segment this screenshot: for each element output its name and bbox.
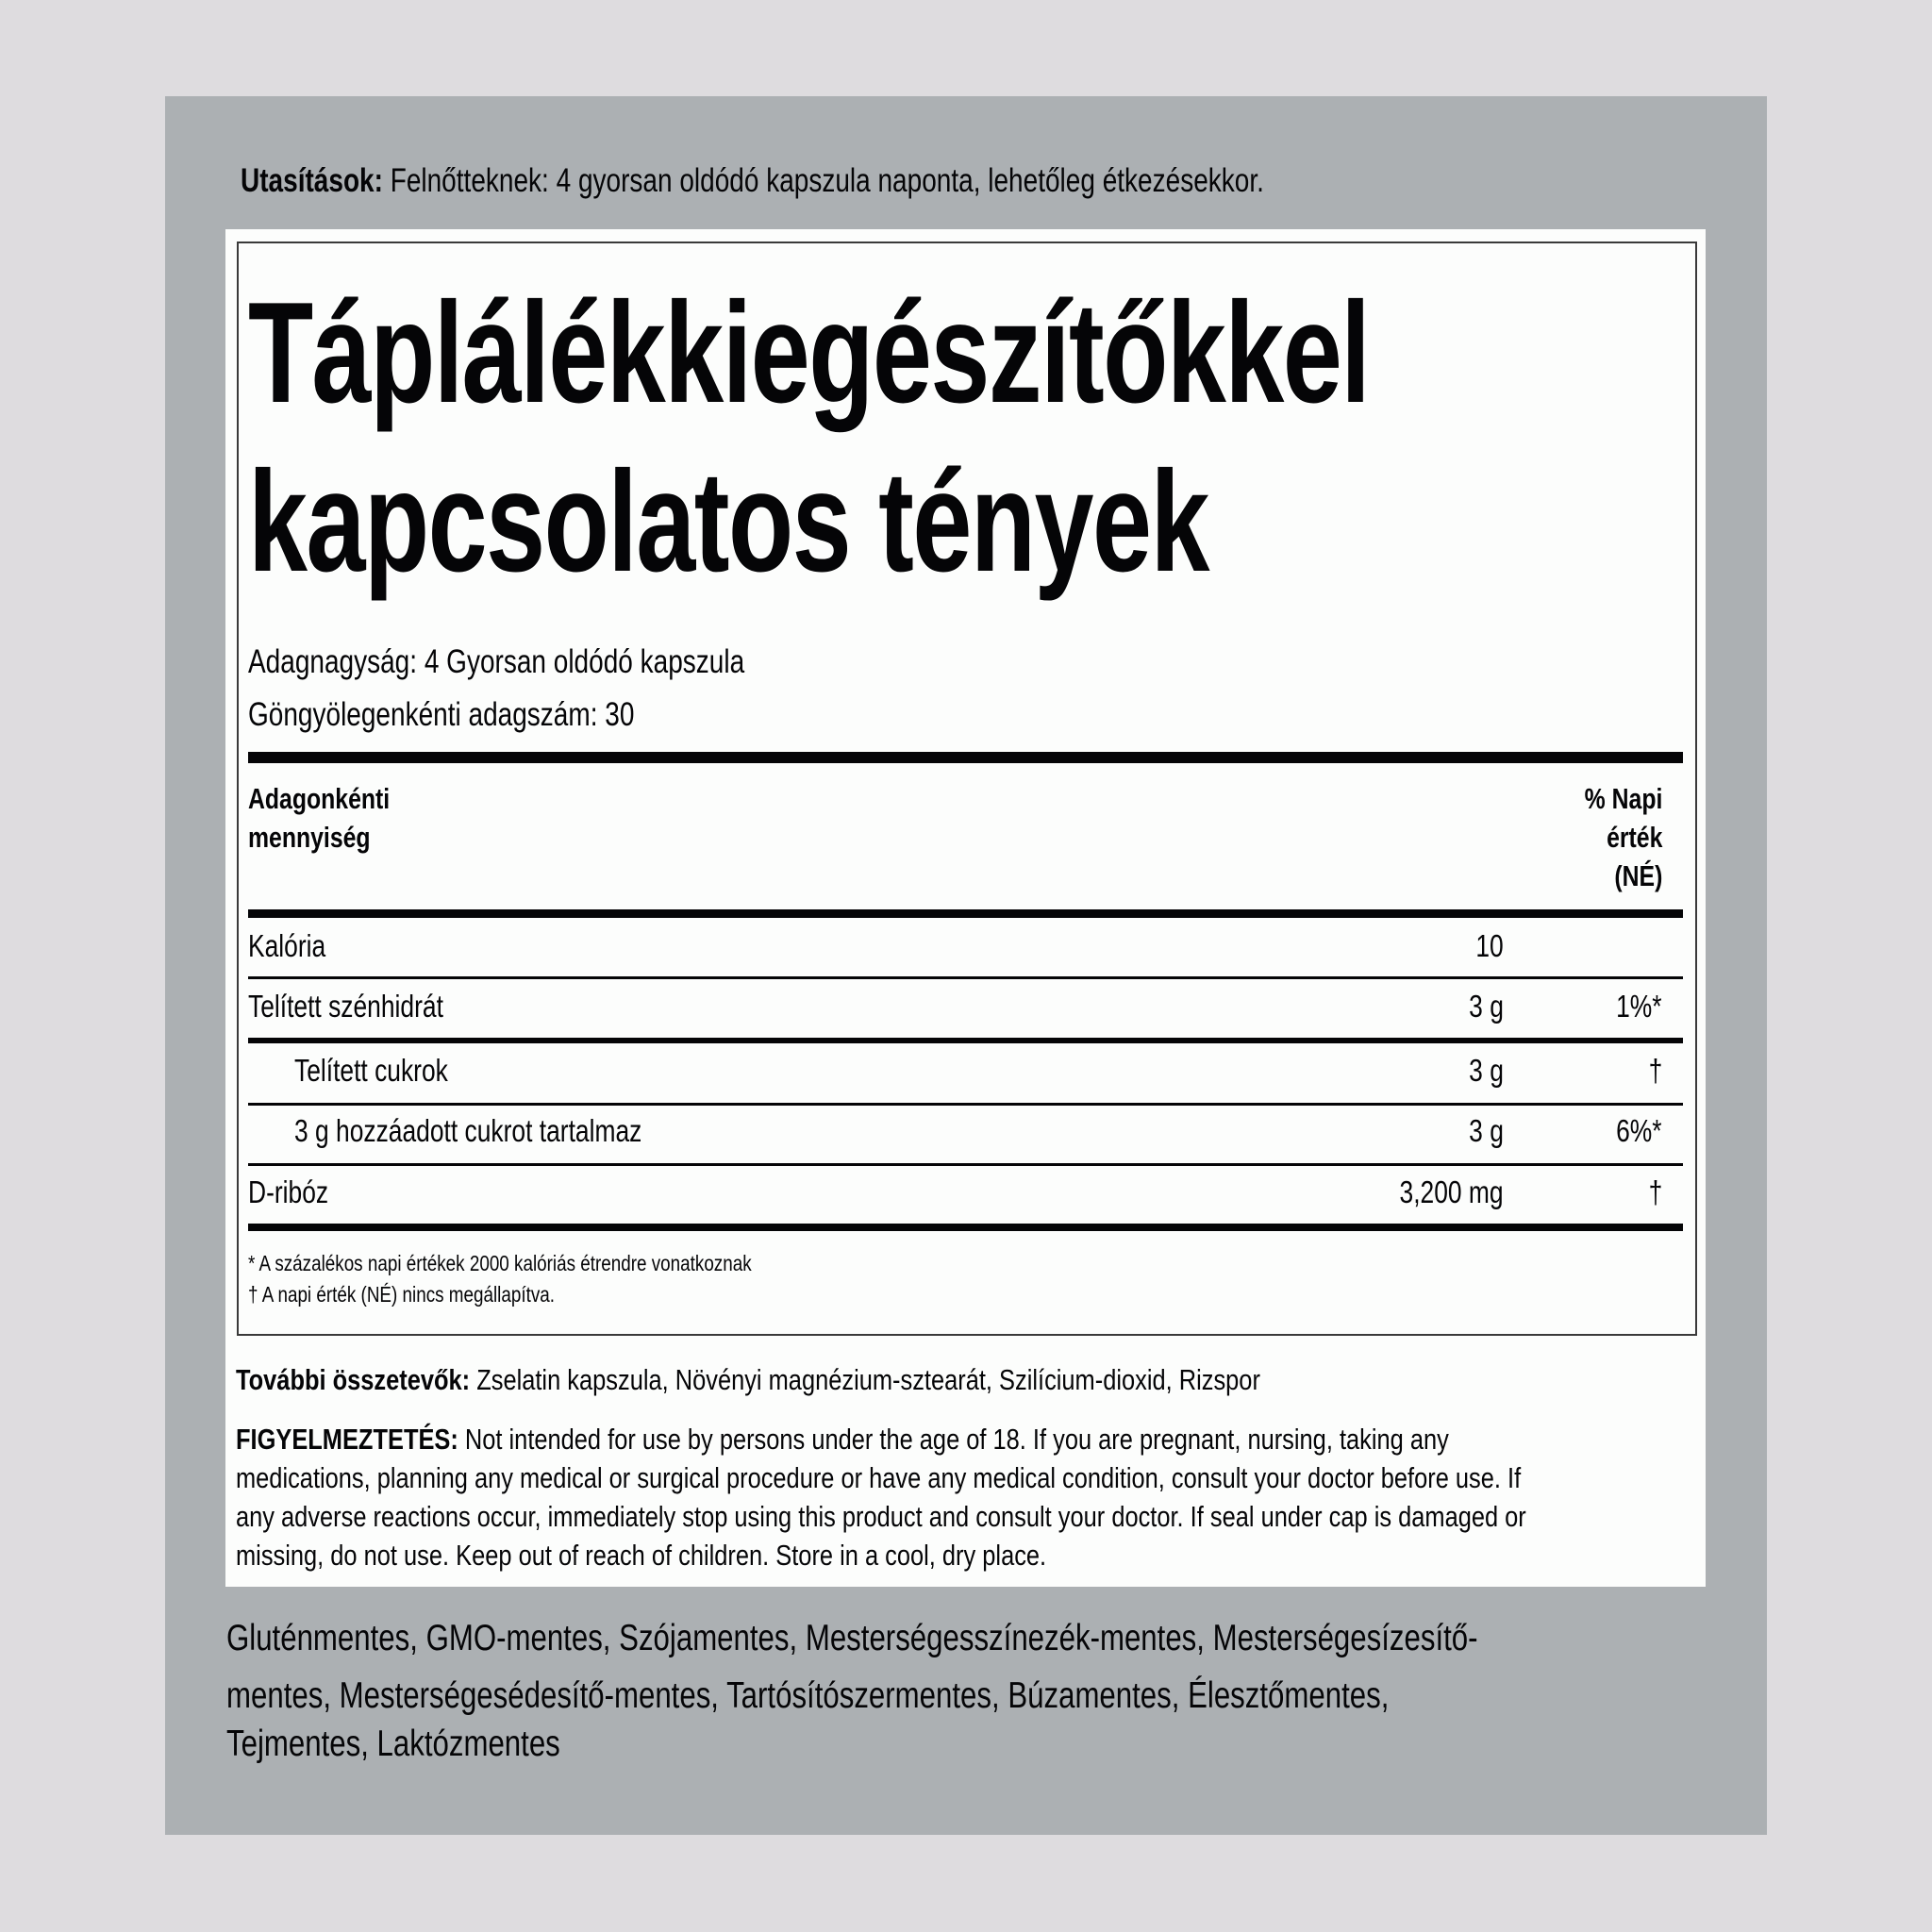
- nutrient-amount: 3 g: [1469, 1113, 1504, 1148]
- nutrient-dv: †: [1648, 1174, 1662, 1209]
- amount-per-serving-header: Adagonkénti mennyiség: [248, 782, 391, 854]
- free-from-line-1: Gluténmentes, GMO-mentes, Szójamentes, Mesterségesszínezék-mentes, Mesterségesízesítő-: [226, 1618, 1478, 1658]
- thin-rule: [248, 1163, 1683, 1166]
- nutrient-amount: 3,200 mg: [1399, 1174, 1504, 1209]
- directions: [241, 162, 1520, 200]
- thin-rule: [248, 1103, 1683, 1106]
- nutrient-amount: 3 g: [1469, 1053, 1504, 1088]
- nutrient-name: D-ribóz: [248, 1174, 329, 1209]
- other-ingredients: További összetevők: Zselatin kapszula, Növényi magnézium-sztearát, Szilícium-dioxid, Rizspor: [236, 1363, 1260, 1396]
- servings-per-container: Göngyölegenkénti adagszám: 30: [248, 696, 635, 733]
- directions-text: Felnőtteknek: 4 gyorsan oldódó kapszula naponta, lehetőleg étkezésekkor.: [382, 162, 1264, 199]
- free-from-line-3: Tejmentes, Laktózmentes: [226, 1724, 560, 1764]
- nutrient-dv: 6%*: [1616, 1113, 1662, 1148]
- daily-value-header: % Napi érték (NÉ): [1584, 782, 1662, 892]
- footnote-percent: * A százalékos napi értékek 2000 kalóriás étrendre vonatkoznak: [248, 1251, 752, 1275]
- serving-size: Adagnagyság: 4 Gyorsan oldódó kapszula: [248, 643, 745, 680]
- nutrient-amount: 10: [1475, 928, 1504, 963]
- warning: FIGYELMEZTETÉS: Not intended for use by persons under the age of 18. If you are pregnant, nursing, taking any medications, planning any medical or surgical procedure or have any medical condition, consult your doctor before use. If any adverse reactions occur, immediately stop using this product and consult your doctor. If seal under cap is damaged or missing, do not use. Keep out of reach of children. Store in a cool, dry place.: [236, 1423, 1526, 1572]
- thick-rule: [248, 752, 1683, 763]
- thick-rule: [248, 909, 1683, 918]
- nutrient-name: Kalória: [248, 928, 326, 963]
- nutrient-name: Telített szénhidrát: [248, 989, 443, 1024]
- medium-rule: [248, 1038, 1683, 1043]
- facts-title-line-1: Táplálékkiegészítőkkel: [248, 273, 1370, 433]
- footnote-dagger: † A napi érték (NÉ) nincs megállapítva.: [248, 1282, 555, 1307]
- nutrient-dv: †: [1648, 1053, 1662, 1088]
- warning-label: FIGYELMEZTETÉS:: [236, 1423, 458, 1456]
- nutrient-name-indented: Telített cukrok: [294, 1053, 448, 1088]
- nutrient-amount: 3 g: [1469, 989, 1504, 1024]
- nutrient-name-indented: 3 g hozzáadott cukrot tartalmaz: [294, 1113, 642, 1148]
- directions-label: Utasítások:: [241, 162, 383, 199]
- thick-rule: [248, 1224, 1683, 1231]
- facts-title-line-2: kapcsolatos tények: [248, 441, 1208, 602]
- nutrient-dv: 1%*: [1616, 989, 1662, 1024]
- free-from-line-2: mentes, Mesterségesédesítő-mentes, Tartósítószermentes, Búzamentes, Élesztőmentes,: [226, 1675, 1390, 1716]
- thin-rule: [248, 976, 1683, 979]
